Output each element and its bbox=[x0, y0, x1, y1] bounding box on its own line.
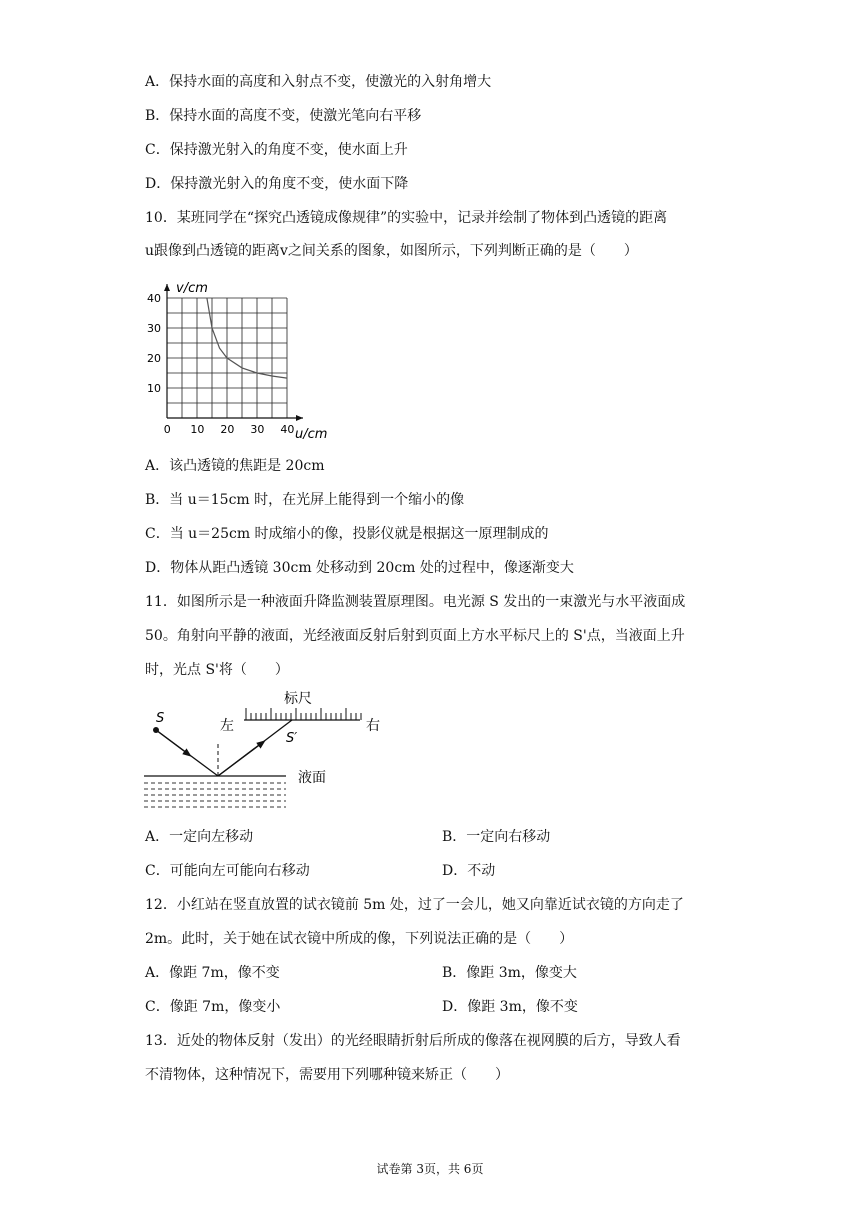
x-axis-arrow bbox=[296, 415, 303, 421]
uv-curve bbox=[207, 298, 287, 378]
q9-option-d: D．保持激光射入的角度不变，使水面下降 bbox=[145, 176, 409, 192]
ruler-label: 标尺 bbox=[284, 691, 312, 707]
liquid-body bbox=[144, 783, 286, 807]
q13-stem-line2: 不清物体，这种情况下，需要用下列哪种镜来矫正（ ） bbox=[145, 1067, 509, 1083]
q12-option-d: D．像距 3m，像不变 bbox=[442, 999, 578, 1015]
q11-stem-line1: 11．如图所示是一种液面升降监测装置原理图。电光源 S 发出的一束激光与水平液面成 bbox=[145, 594, 686, 610]
q12-option-a: A．像距 7m，像不变 bbox=[145, 965, 280, 981]
q9-option-c: C．保持激光射入的角度不变，使水面上升 bbox=[145, 142, 408, 158]
q10-stem-line1: 10．某班同学在“探究凸透镜成像规律”的实验中，记录并绘制了物体到凸透镜的距离 bbox=[145, 210, 668, 226]
page-footer: 试卷第 3页，共 6页 bbox=[376, 1162, 484, 1176]
y-axis-label: v/cm bbox=[176, 281, 208, 296]
q12-option-b: B．像距 3m，像变大 bbox=[442, 965, 577, 981]
ruler-ticks bbox=[246, 708, 361, 720]
q10-stem-line2: u跟像到凸透镜的距离v之间关系的图象，如图所示，下列判断正确的是（ ） bbox=[145, 243, 638, 259]
x-tick-label: 10 bbox=[190, 423, 205, 436]
reflected-ray-arrow bbox=[218, 743, 262, 776]
x-tick-label: 20 bbox=[220, 423, 235, 436]
left-label: 左 bbox=[220, 718, 234, 734]
light-source-label: S bbox=[156, 711, 165, 726]
q13-stem-line1: 13．近处的物体反射（发出）的光经眼睛折射后所成的像落在视网膜的后方，导致人看 bbox=[145, 1033, 681, 1049]
q9-option-a: A．保持水面的高度和入射点不变，使激光的入射角增大 bbox=[145, 74, 492, 90]
y-tick-label: 20 bbox=[147, 352, 161, 365]
y-tick-label: 40 bbox=[147, 292, 161, 305]
q10-option-c: C．当 u＝25cm 时成缩小的像，投影仪就是根据这一原理制成的 bbox=[145, 526, 549, 542]
x-tick-label: 0 bbox=[163, 423, 171, 436]
q10-option-b: B．当 u＝15cm 时，在光屏上能得到一个缩小的像 bbox=[145, 492, 465, 508]
q10-option-d: D．物体从距凸透镜 30cm 处移动到 20cm 处的过程中，像逐渐变大 bbox=[145, 560, 574, 576]
q9-option-b: B．保持水面的高度不变，使激光笔向右平移 bbox=[145, 108, 422, 124]
x-tick-label: 40 bbox=[280, 423, 295, 436]
q10-option-a: A．该凸透镜的焦距是 20cm bbox=[145, 458, 325, 474]
q12-option-c: C．像距 7m，像变小 bbox=[145, 999, 281, 1015]
q11-option-d: D．不动 bbox=[442, 863, 496, 879]
q11-stem-line2: 50。角射向平静的液面，光经液面反射后射到页面上方水平标尺上的 S'点，当液面上升 bbox=[145, 628, 685, 644]
graph-axes bbox=[164, 284, 303, 421]
x-axis-label: u/cm bbox=[295, 427, 328, 442]
x-tick-label: 30 bbox=[250, 423, 265, 436]
y-tick-label: 10 bbox=[147, 382, 161, 395]
uv-graph bbox=[140, 275, 340, 445]
right-label: 右 bbox=[366, 718, 380, 734]
q12-stem-line1: 12．小红站在竖直放置的试衣镜前 5m 处，过了一会儿，她又向靠近试衣镜的方向走了 bbox=[145, 897, 684, 913]
q11-option-b: B．一定向右移动 bbox=[442, 829, 551, 845]
liquid-level-diagram bbox=[140, 686, 390, 816]
q11-option-a: A．一定向左移动 bbox=[145, 829, 254, 845]
y-tick-label: 30 bbox=[147, 322, 161, 335]
y-axis-arrow bbox=[164, 284, 170, 291]
liquid-label: 液面 bbox=[298, 770, 326, 786]
q12-stem-line2: 2m。此时，关于她在试衣镜中所成的像，下列说法正确的是（ ） bbox=[145, 931, 574, 947]
light-spot-label: S′ bbox=[286, 731, 298, 746]
incident-ray-arrow bbox=[156, 730, 188, 754]
q11-stem-line3: 时，光点 S'将（ ） bbox=[145, 662, 289, 678]
q11-option-c: C．可能向左可能向右移动 bbox=[145, 863, 310, 879]
